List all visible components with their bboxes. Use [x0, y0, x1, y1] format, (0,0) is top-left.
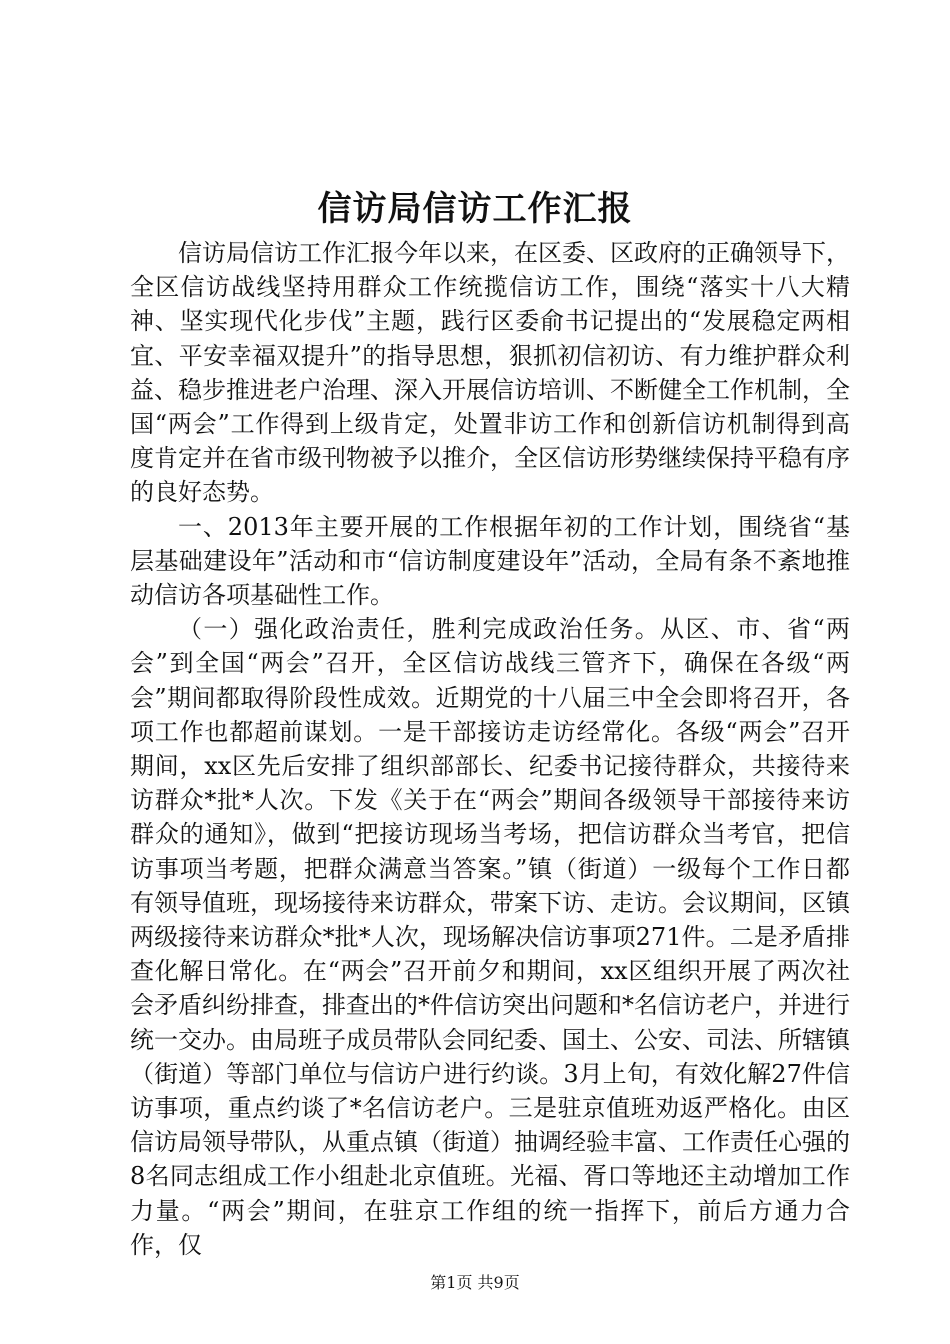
page-footer: 第1页 共9页	[430, 1273, 520, 1292]
paragraph-subsection-one: （一）强化政治责任，胜利完成政治任务。从区、市、省“两会”到全国“两会”召开，全区信访战线三管齐下，确保在各级“两会”期间都取得阶段性成效。近期党的十八届三中全会即将召开，各项工作也都超前谋划。一是干部接访走访经常化。各级“两会”召开期间，xx区先后安排了组织部部长、纪委书记接待群众，共接待来访群众*批*人次。下发《关于在“两会”期间各级领导干部接待来访群众的通知》，做到“把接访现场当考场，把信访群众当考官，把信访事项当考题，把群众满意当答案。”镇（街道）一级每个工作日都有领导值班，现场接待来访群众，带案下访、走访。会议期间，区镇两级接待来访群众*批*人次，现场解决信访事项271件。二是矛盾排查化解日常化。在“两会”召开前夕和期间，xx区组织开展了两次社会矛盾纠纷排查，排查出的*件信访突出问题和*名信访老户，并进行统一交办。由局班子成员带队会同纪委、国土、公安、司法、所辖镇（街道）等部门单位与信访户进行约谈。3月上旬，有效化解27件信访事项，重点约谈了*名信访老户。三是驻京值班劝返严格化。由区信访局领导带队，从重点镇（街道）抽调经验丰富、工作责任心强的8名同志组成工作小组赴北京值班。光福、胥口等地还主动增加工作力量。“两会”期间，在驻京工作组的统一指挥下，前后方通力合作，仅	[130, 615, 850, 1259]
paragraph-intro: 信访局信访工作汇报今年以来，在区委、区政府的正确领导下，全区信访战线坚持用群众工作统揽信访工作，围绕“落实十八大精神、坚实现代化步伐”主题，践行区委俞书记提出的“发展稳定两相宜、平安幸福双提升”的指导思想，狠抓初信初访、有力维护群众利益、稳步推进老户治理、深入开展信访培训、不断健全工作机制，全国“两会”工作得到上级肯定，处置非访工作和创新信访机制得到高度肯定并在省市级刊物被予以推介，全区信访形势继续保持平稳有序的良好态势。	[130, 239, 850, 507]
paragraph-section-one: 一、2013年主要开展的工作根据年初的工作计划，围绕省“基层基础建设年”活动和市“信访制度建设年”活动，全局有条不紊地推动信访各项基础性工作。	[130, 512, 850, 610]
document-body	[130, 236, 850, 1262]
document-title: 信访局信访工作汇报	[317, 189, 633, 229]
